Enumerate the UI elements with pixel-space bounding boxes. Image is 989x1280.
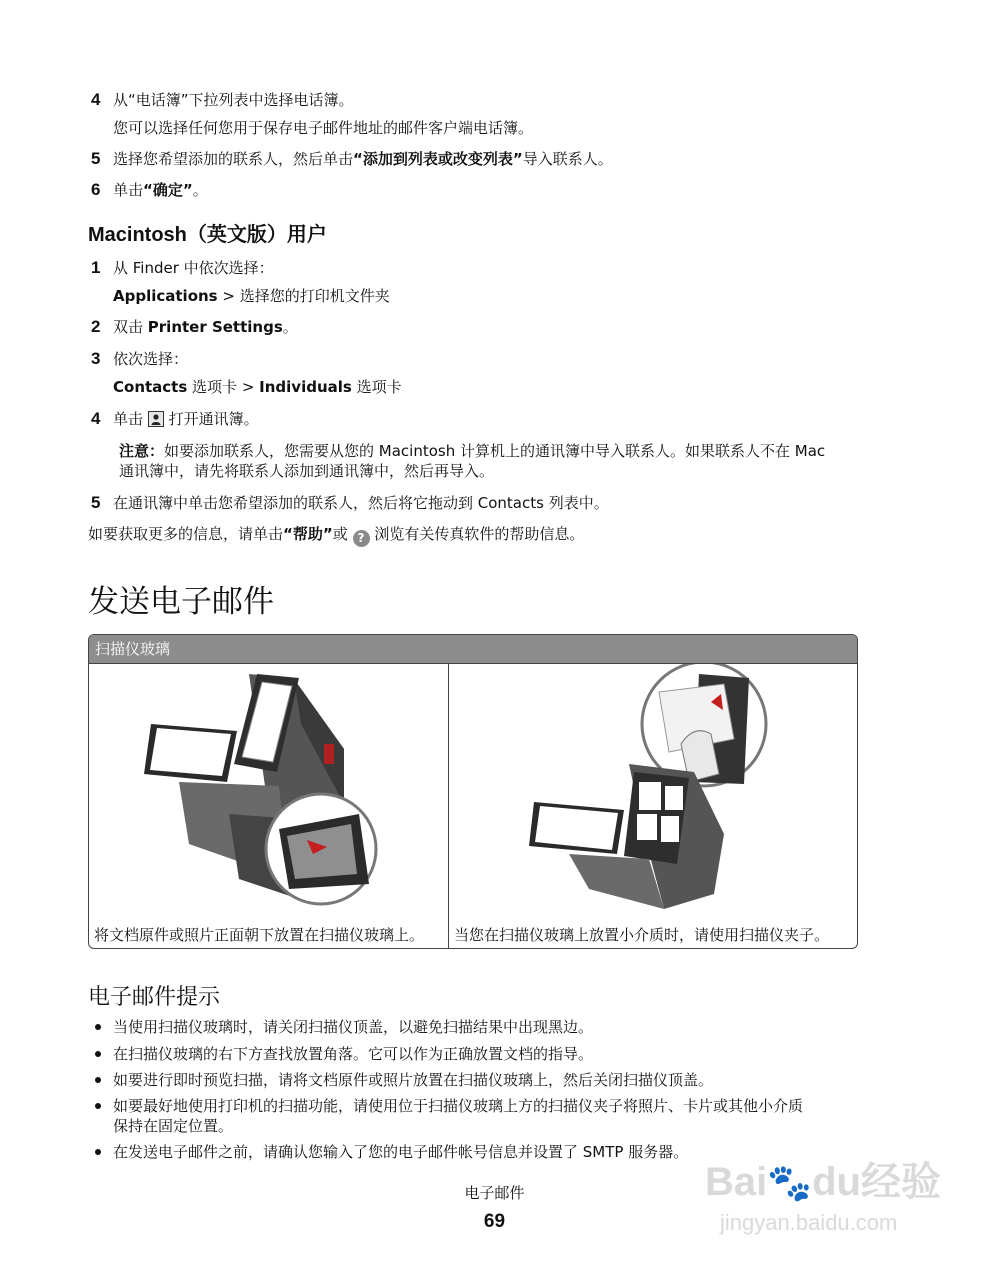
- page-number: 69: [483, 1211, 506, 1232]
- menu-path-bold: Individuals: [259, 378, 352, 396]
- step-text: [113, 180, 208, 200]
- right-caption: 当您在扫描仪玻璃上放置小介质时，请使用扫描仪夹子。: [454, 926, 830, 944]
- left-caption: 将文档原件或照片正面朝下放置在扫描仪玻璃上。: [94, 926, 425, 944]
- step-text-part: 单击: [113, 181, 144, 199]
- tip-item: 当使用扫描仪玻璃时，请关闭扫描仪顶盖，以避免扫描结果中出现黑边。: [113, 1018, 594, 1036]
- step-text-part: 导入联系人。: [522, 150, 613, 168]
- step-text-part: 打开通讯簿。: [168, 410, 259, 428]
- step-text-part: 双击: [113, 318, 148, 336]
- bullet: [95, 1024, 101, 1030]
- step-text: 在通讯簿中单击您希望添加的联系人，然后将它拖动到 Contacts 列表中。: [113, 494, 609, 512]
- table-cell-right: [449, 664, 858, 949]
- step-text: 从“电话簿”下拉列表中选择电话簿。: [113, 91, 354, 109]
- step-text-bold: Printer Settings: [147, 318, 283, 336]
- watermark-url: jingyan.baidu.com: [720, 1210, 898, 1235]
- scanner-glass-table: [88, 634, 858, 949]
- bullet: [95, 1051, 101, 1057]
- step-subtext: [113, 377, 402, 397]
- menu-path-bold: Contacts: [113, 378, 188, 396]
- menu-path-bold: Applications: [113, 287, 218, 305]
- step-text-part: 。: [282, 318, 298, 336]
- step-number: 3: [91, 349, 101, 368]
- menu-path-rest: 选项卡: [351, 378, 402, 396]
- watermark-brand: Bai: [705, 1160, 768, 1204]
- note-line: [119, 441, 825, 461]
- more-info-text: 如要获取更多的信息，请单击: [88, 525, 284, 543]
- step-subtext: [113, 286, 390, 306]
- more-info-text: 或: [332, 525, 348, 543]
- bullet: [95, 1077, 101, 1083]
- step-text: [113, 317, 298, 337]
- note-line: 通讯簿中，请先将联系人添加到通讯簿中，然后再导入。: [119, 462, 495, 480]
- step-number: 1: [91, 258, 101, 277]
- more-info-line: [88, 524, 584, 547]
- step-text-part: 选择您希望添加的联系人，然后单击: [113, 150, 354, 168]
- scanner-illustration-left: [89, 664, 449, 919]
- step-number: 5: [91, 149, 101, 168]
- step-number: 5: [91, 493, 101, 512]
- bullet: [95, 1103, 101, 1109]
- tip-item: 如要最好地使用打印机的扫描功能，请使用位于扫描仪玻璃上方的扫描仪夹子将照片、卡片或其他小介质: [113, 1097, 804, 1115]
- address-book-icon: [148, 411, 164, 427]
- step-text-bold: “添加到列表或改变列表”: [353, 150, 523, 168]
- scanner-illustration-right: [449, 664, 858, 919]
- step-number: 6: [91, 180, 101, 199]
- help-icon: ?: [353, 530, 370, 547]
- table-cell-left: [89, 664, 449, 949]
- bullet: [95, 1149, 101, 1155]
- step-text: [113, 409, 259, 429]
- mac-heading: [88, 223, 327, 247]
- tip-item: 如要进行即时预览扫描，请将文档原件或照片放置在扫描仪玻璃上，然后关闭扫描仪顶盖。: [113, 1071, 714, 1089]
- menu-path-rest: 选项卡 >: [187, 378, 260, 396]
- step-text-bold: “确定”: [143, 181, 193, 199]
- more-info-text: 浏览有关传真软件的帮助信息。: [374, 525, 585, 543]
- tips-heading: 电子邮件提示: [88, 985, 221, 1010]
- step-number: 2: [91, 317, 101, 336]
- step-subtext: 您可以选择任何您用于保存电子邮件地址的邮件客户端电话簿。: [113, 119, 534, 137]
- mac-heading-text: Macintosh（英文版）用户: [88, 224, 327, 246]
- table-header: 扫描仪玻璃: [89, 635, 857, 664]
- help-label: “帮助”: [283, 525, 333, 543]
- footer-section: 电子邮件: [464, 1184, 525, 1202]
- step-text-part: 。: [192, 181, 208, 199]
- step-number: 4: [91, 90, 101, 109]
- step-number: 4: [91, 409, 101, 428]
- step-text: 从 Finder 中依次选择：: [113, 259, 274, 277]
- watermark-logo: [705, 1160, 941, 1205]
- tip-item: 在发送电子邮件之前，请确认您输入了您的电子邮件帐号信息并设置了 SMTP 服务器。: [113, 1143, 689, 1161]
- note-label: 注意：: [119, 442, 165, 460]
- paw-icon: 🐾: [767, 1162, 813, 1203]
- step-text: 依次选择：: [113, 350, 189, 368]
- watermark-brand2: du: [812, 1160, 861, 1204]
- menu-path-rest: > 选择您的打印机文件夹: [217, 287, 390, 305]
- tip-item-continued: 保持在固定位置。: [113, 1117, 234, 1135]
- step-text: [113, 149, 613, 169]
- watermark-suffix: 经验: [860, 1160, 941, 1204]
- section-title: 发送电子邮件: [88, 584, 274, 620]
- note-text: 如要添加联系人，您需要从您的 Macintosh 计算机上的通讯簿中导入联系人。如果联系人不在 Mac: [164, 442, 826, 460]
- step-text-part: 单击: [113, 410, 144, 428]
- tip-item: 在扫描仪玻璃的右下方查找放置角落。它可以作为正确放置文档的指导。: [113, 1045, 594, 1063]
